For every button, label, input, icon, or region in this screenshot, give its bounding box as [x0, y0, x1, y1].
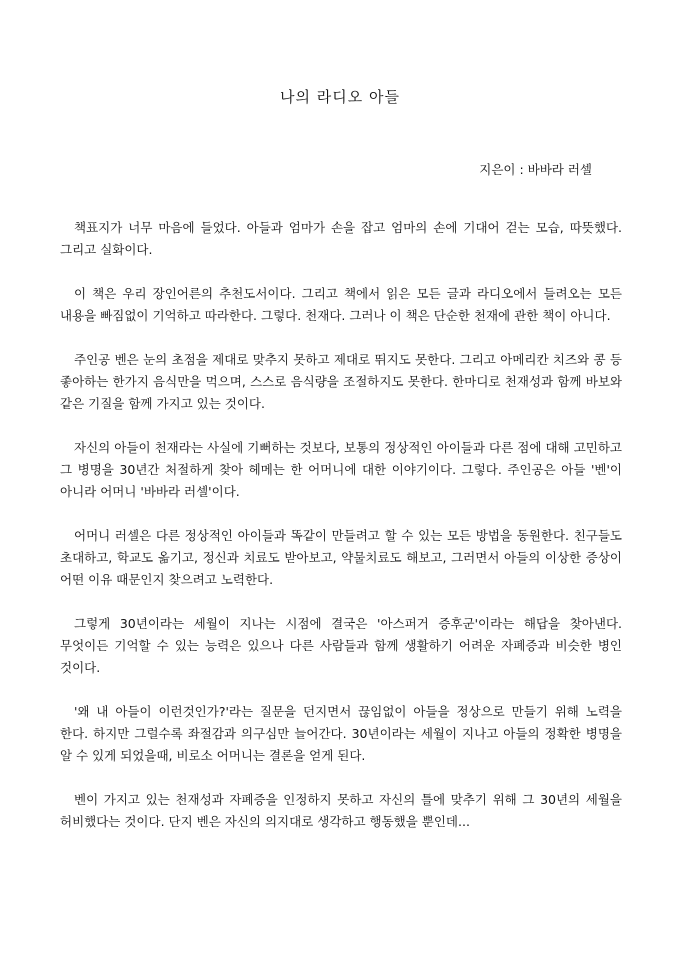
document-body [60, 217, 622, 855]
author-line: 지은이 : 바바라 러셀 [479, 162, 592, 177]
paragraph-2: 이 책은 우리 장인어른의 추천도서이다. 그리고 책에서 읽은 모든 글과 라디오에서 들려오는 모든 내용을 빠짐없이 기억하고 따라한다. 그렇다. 천재다. 그러나 이 책은 단순한 천재에 관한 책이 아니다. [60, 286, 622, 323]
document-title: 나의 라디오 아들 [280, 88, 400, 106]
paragraph-5: 어머니 러셀은 다른 정상적인 아이들과 똑같이 만들려고 할 수 있는 모든 방법을 동원한다. 친구들도 초대하고, 학교도 옮기고, 정신과 치료도 받아보고, 약물치료도 해보고, 그러면서 아들의 이상한 증상이 어떤 이유 때문인지 찾으려고 노력한다. [60, 528, 622, 587]
paragraph-6: 그렇게 30년이라는 세월이 지나는 시점에 결국은 '아스퍼거 증후군'이라는 해답을 찾아낸다. 무엇이든 기억할 수 있는 능력은 있으나 다른 사람들과 함께 생활하기 어려운 자폐증과 비슷한 병인 것이다. [60, 616, 622, 675]
paragraph-3: 주인공 벤은 눈의 초점을 제대로 맞추지 못하고 제대로 뛰지도 못한다. 그리고 아메리칸 치즈와 콩 등 좋아하는 한가지 음식만을 먹으며, 스스로 음식량을 조절하지도 못한다. 한마디로 천재성과 함께 바보와 같은 기질을 함께 가지고 있는 것이다. [60, 352, 622, 411]
paragraph-8: 벤이 가지고 있는 천재성과 자폐증을 인정하지 못하고 자신의 틀에 맞추기 위해 그 30년의 세월을 허비했다는 것이다. 단지 벤은 자신의 의지대로 생각하고 행동했을 뿐인데... [60, 792, 622, 829]
paragraph-7: '왜 내 아들이 이런것인가?'라는 질문을 던지면서 끊임없이 아들을 정상으로 만들기 위해 노력을 한다. 하지만 그럴수록 좌절감과 의구심만 늘어간다. 30년이라는 세월이 지나고 아들의 정확한 병명을 알 수 있게 되었을때, 비로소 어머니는 결론을 얻게 된다. [60, 704, 622, 763]
paragraph-4: 자신의 아들이 천재라는 사실에 기뻐하는 것보다, 보통의 정상적인 아이들과 다른 점에 대해 고민하고 그 병명을 30년간 처절하게 찾아 헤메는 한 어머니에 대한 이야기이다. 그렇다. 주인공은 아들 '벤'이 아니라 어머니 '바바라 러셀'이다. [60, 440, 622, 499]
paragraph-1: 책표지가 너무 마음에 들었다. 아들과 엄마가 손을 잡고 엄마의 손에 기대어 걷는 모습, 따뜻했다. 그리고 실화이다. [60, 220, 622, 257]
